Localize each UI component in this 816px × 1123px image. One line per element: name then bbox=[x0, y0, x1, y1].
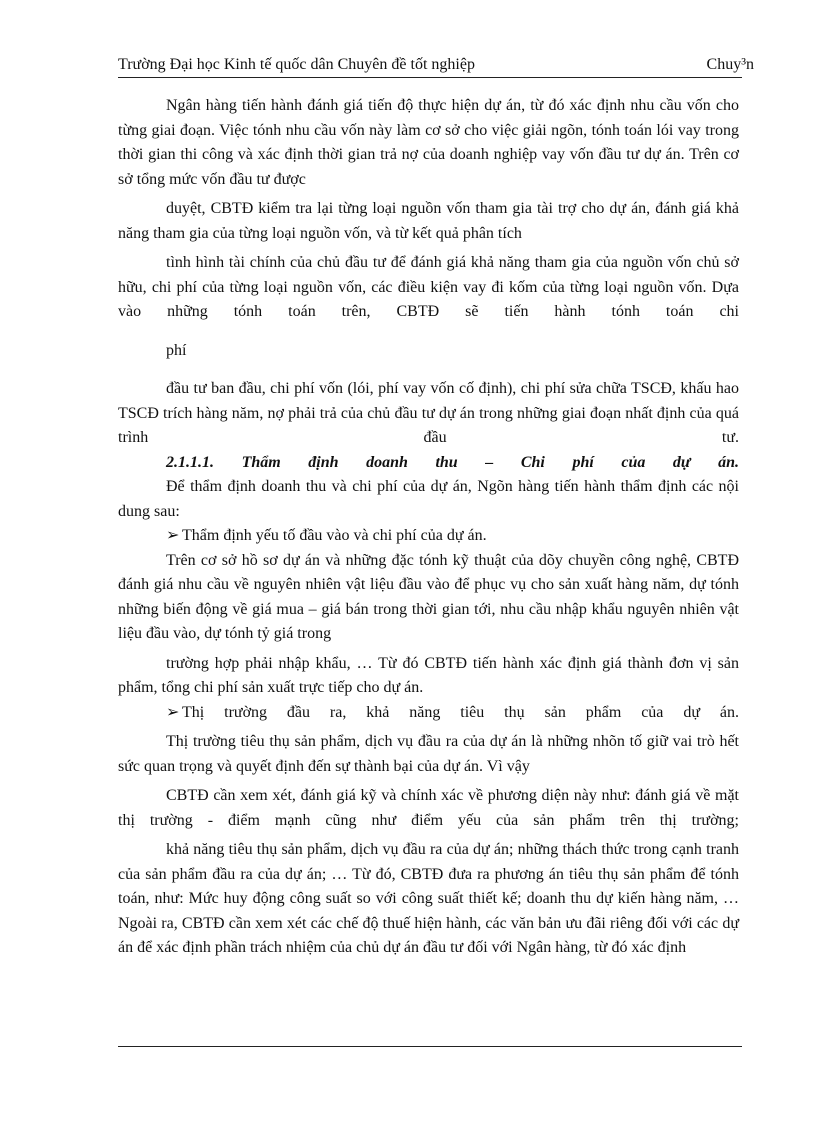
bullet-item-1 bbox=[118, 524, 739, 549]
text-block-1 bbox=[118, 94, 739, 961]
section-heading: 2.1.1.1. Thẩm định doanh thu – Chi phí của dự án. bbox=[166, 453, 739, 471]
bullet-text-1: Thẩm định yếu tố đầu vào và chi phí của dự án. bbox=[182, 527, 487, 544]
paragraph-11: khả năng tiêu thụ sản phẩm, dịch vụ đầu ra của dự án; những thách thức trong cạnh tranh của sản phẩm đầu ra của dự án; … Từ đó, CBTĐ đưa ra phương án tiêu thụ sản phẩm để tónh toán, như: Mức huy động công suất so với công suất thiết kế; doanh thu dự kiến hàng năm, … Ngoài ra, CBTĐ cần xem xét các chế độ thuế hiện hành, các văn bản ưu đãi riêng đối với các dự án để xác định phần trách nhiệm của chủ dự án đầu tư đối với Ngân hàng, từ đó xác định bbox=[118, 841, 739, 956]
arrow-bullet-icon: ➢ bbox=[166, 703, 180, 721]
paragraph-3: tình hình tài chính của chủ đầu tư để đánh giá khả năng tham gia của nguồn vốn chủ sở hữu, chi phí của từng loại nguồn vốn, các điều kiện vay đi kốm của từng loại nguồn vốn. Dựa vào những tónh toán trên, CBTĐ sẽ tiến hành tónh toán chi bbox=[118, 254, 739, 320]
bullet-text-2: Thị trường đầu ra, khả năng tiêu thụ sản phẩm của dự án. bbox=[182, 703, 739, 721]
paragraph-8: trường hợp phải nhập khẩu, … Từ đó CBTĐ tiến hành xác định giá thành đơn vị sản phẩm, tổng chi phí sản xuất trực tiếp cho dự án. bbox=[118, 654, 739, 696]
paragraph-9: Thị trường tiêu thụ sản phẩm, dịch vụ đầu ra của dự án là những nhõn tố giữ vai trò hết sức quan trọng và quyết định đến sự thành bại của dự án. Vì vậy bbox=[118, 733, 739, 775]
bullet-item-2 bbox=[118, 701, 739, 726]
arrow-bullet-icon: ➢ bbox=[166, 527, 180, 544]
paragraph-5: đầu tư ban đầu, chi phí vốn (lói, phí vay vốn cố định), chi phí sửa chữa TSCĐ, khấu hao TSCĐ trích hàng năm, nợ phải trả của chủ đầu tư dự án trong những giai đoạn nhất định của quá trình đầu tư. bbox=[118, 380, 739, 446]
header-right-text: Chuy³n bbox=[706, 56, 754, 73]
paragraph-2: duyệt, CBTĐ kiểm tra lại từng loại nguồn vốn tham gia tài trợ cho dự án, đánh giá khả năng tham gia của từng loại nguồn vốn, và từ kết quả phân tích bbox=[118, 200, 739, 242]
footer-rule bbox=[118, 1046, 742, 1047]
paragraph-6: Để thẩm định doanh thu và chi phí của dự án, Ngõn hàng tiến hành thẩm định các nội dung sau: bbox=[118, 478, 739, 520]
paragraph-4: phí bbox=[166, 341, 187, 359]
paragraph-10: CBTĐ cần xem xét, đánh giá kỹ và chính xác về phương diện này như: đánh giá về mặt thị trường - điểm mạnh cũng như điểm yếu của sản phẩm trên thị trường; bbox=[118, 787, 739, 829]
page-header bbox=[118, 55, 754, 78]
paragraph-7: Trên cơ sở hồ sơ dự án và những đặc tónh kỹ thuật của dõy chuyền công nghệ, CBTĐ đánh giá nhu cầu về nguyên nhiên vật liệu đầu vào để phục vụ cho sản xuất hàng năm, dự tónh những biến động về giá mua – giá bán trong thời gian tới, nhu cầu nhập khẩu nguyên nhiên vật liệu đầu vào, dự tónh tỷ giá trong bbox=[118, 551, 739, 642]
header-title: Trường Đại học Kinh tế quốc dân Chuyên đề tốt nghiệp bbox=[118, 56, 475, 73]
paragraph-1: Ngân hàng tiến hành đánh giá tiến độ thực hiện dự án, từ đó xác định nhu cầu vốn cho từng giai đoạn. Việc tónh nhu cầu vốn này làm cơ sở cho việc giải ngõn, tónh toán lói vay trong thời gian thi công và xác định thời gian trả nợ của doanh nghiệp vay vốn đầu tư dự án. Trên cơ sở tổng mức vốn đầu tư được bbox=[118, 97, 739, 188]
